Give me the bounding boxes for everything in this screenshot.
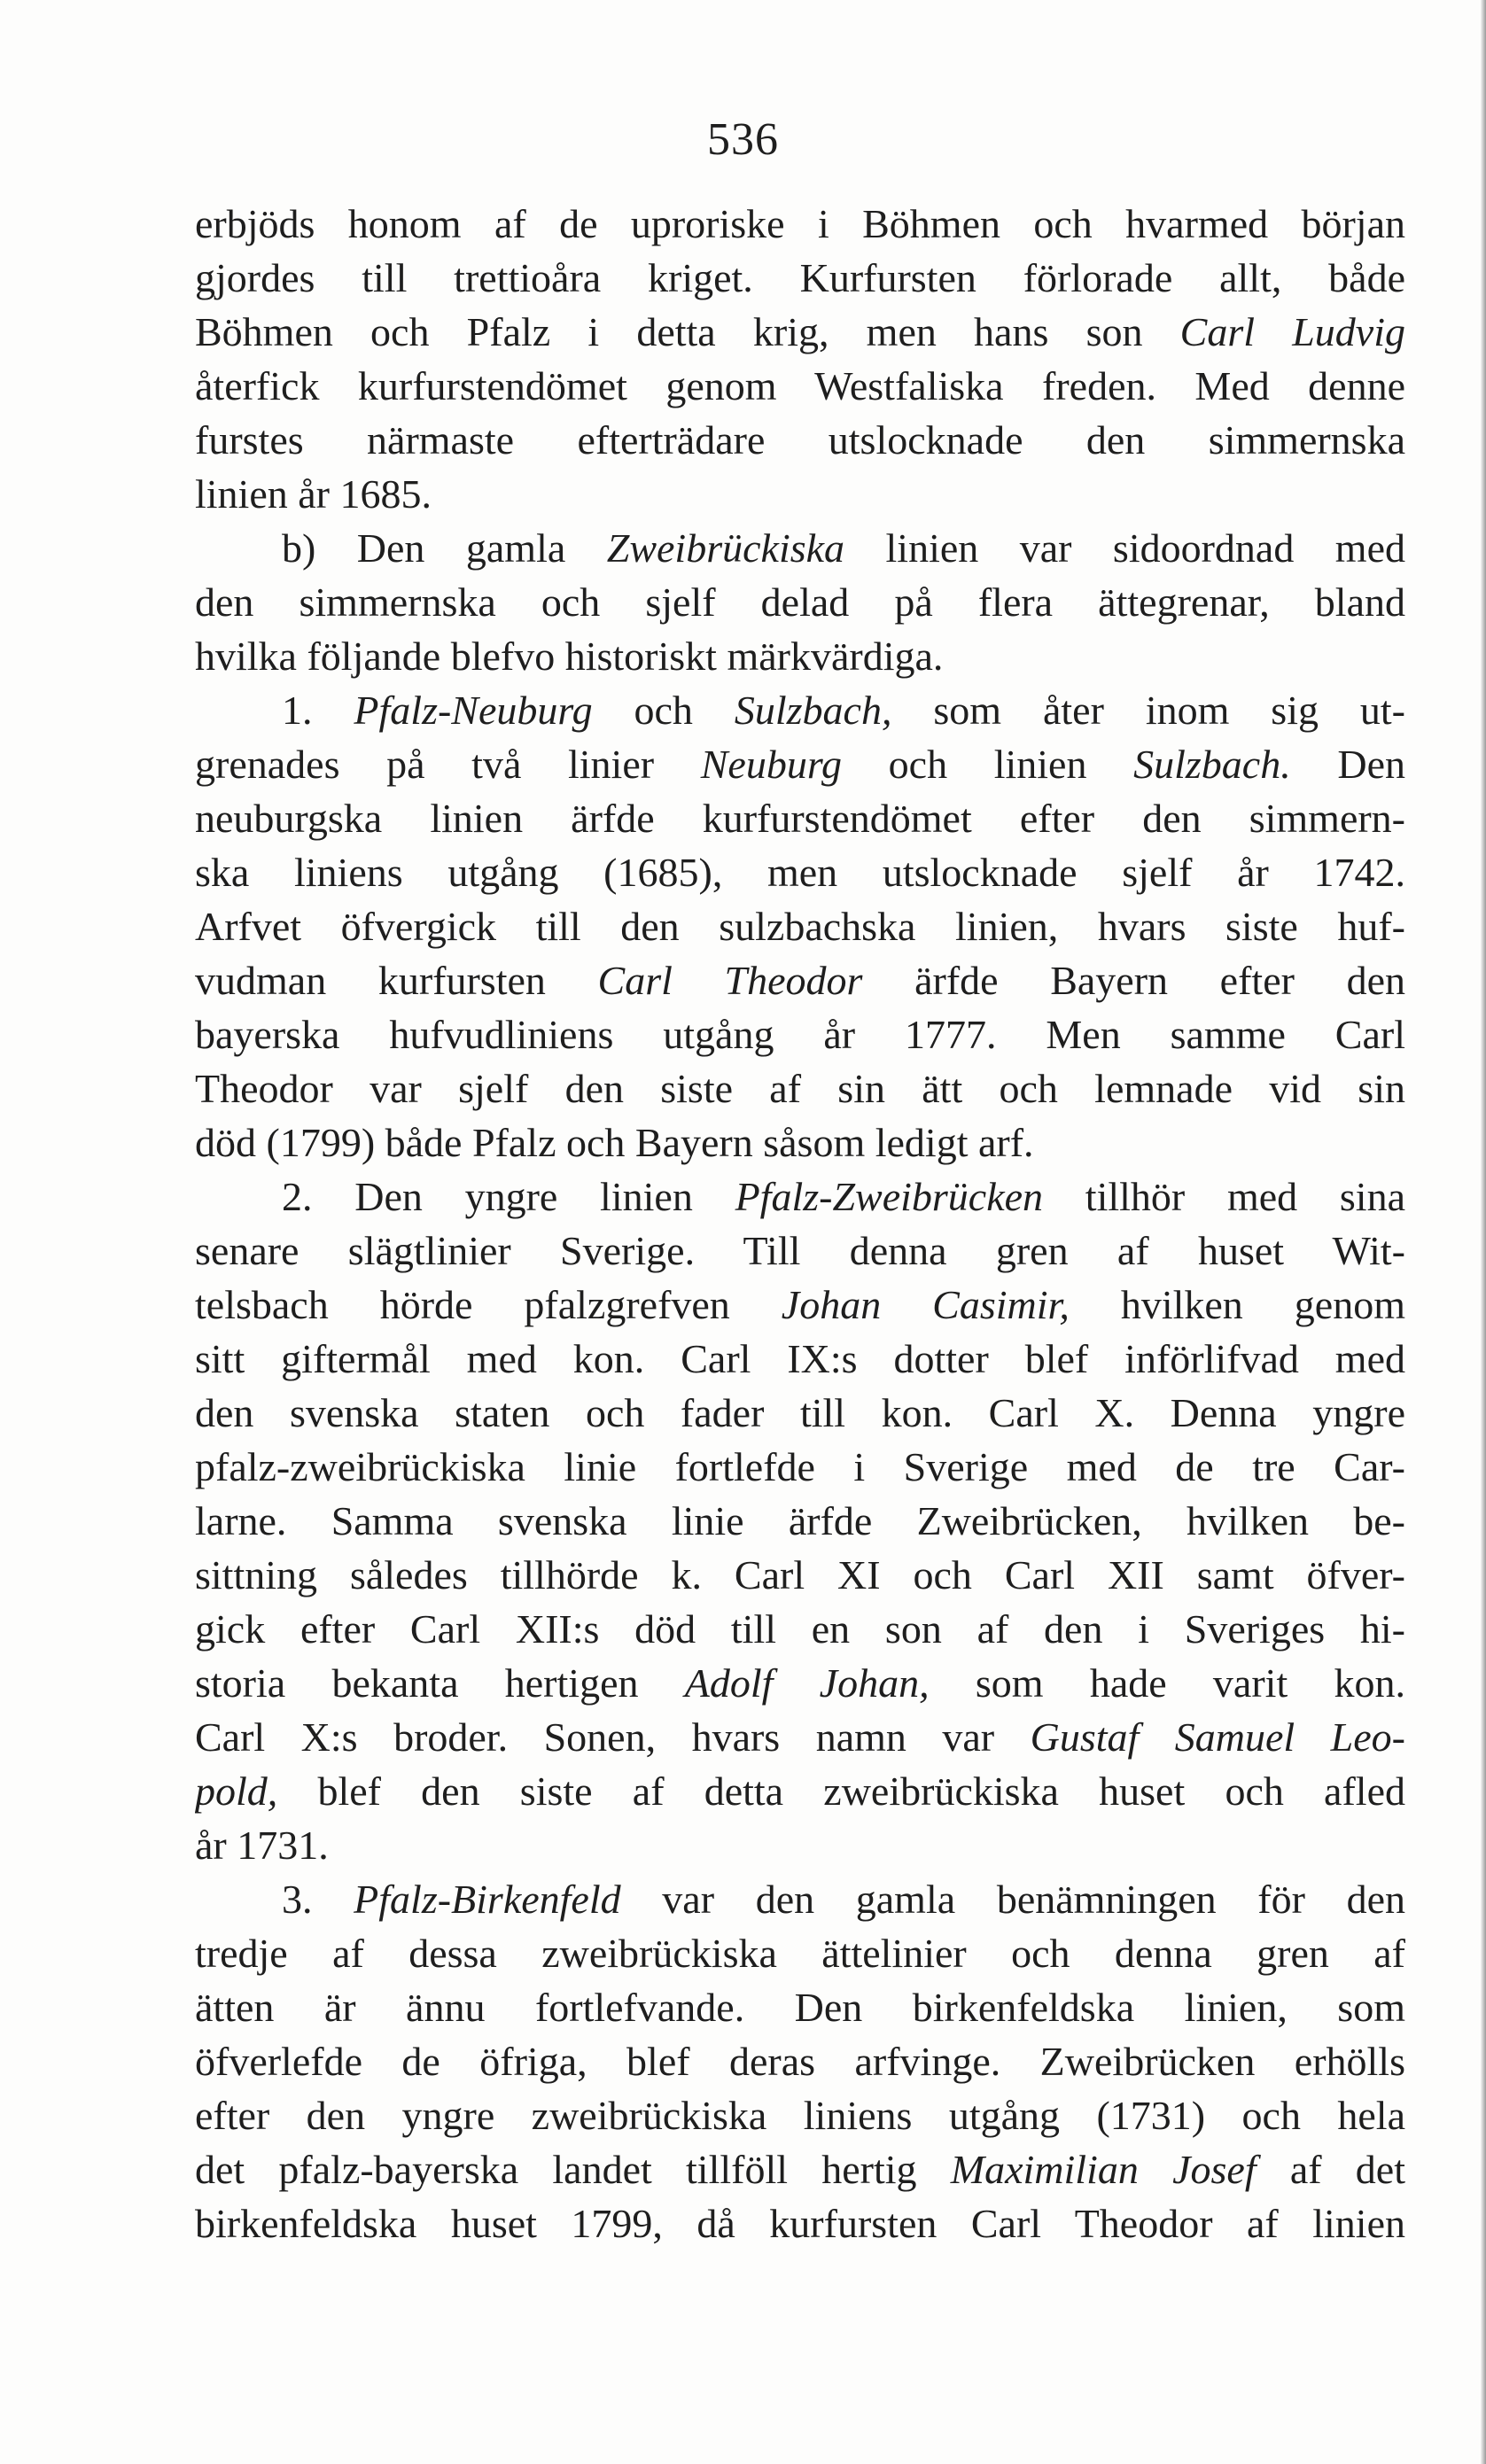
page-edge [1481,0,1486,2464]
text-run: var den gamla benämningen för den [620,1877,1405,1922]
text-line: bayerska hufvudliniens utgång år 1777. Men samme Carl [195,1012,1405,1057]
text-run: ärfde Bayern efter den [862,958,1405,1003]
text-line [195,305,1405,359]
italic-name: Sulzbach. [1133,742,1291,787]
italic-name: Carl Theodor [597,958,863,1003]
text-run: och linien [842,742,1134,787]
text-run: hvilken genom [1069,1282,1405,1327]
text-line [195,1278,1405,1332]
text-line [195,1764,1405,1818]
body-text [195,197,1405,2250]
text-line: ätten är ännu fortlefvande. Den birkenfeldska linien, som [195,1985,1405,2030]
italic-name: Pfalz-Birkenfeld [354,1877,621,1922]
text-line: år 1731. [195,1823,329,1868]
text-line [195,737,1405,791]
text-run: Carl X:s broder. Sonen, hvars namn var [195,1714,1031,1760]
text-line [195,1656,1405,1710]
text-line: sittning således tillhörde k. Carl XI och Carl XII samt öfver- [195,1552,1405,1597]
text-line: sitt giftermål med kon. Carl IX:s dotter blef införlifvad med [195,1336,1405,1381]
text-line: birkenfeldska huset 1799, då kurfursten Carl Theodor af linien [195,2201,1405,2246]
text-line [195,953,1405,1007]
text-run: som hade varit kon. [929,1660,1405,1706]
italic-name: Sulzbach, [734,688,892,733]
text-line: gjordes till trettioåra kriget. Kurfursten förlorade allt, både [195,255,1405,300]
text-run: och [592,688,735,733]
text-line: hvilka följande blefvo historiskt märkvärdiga. [195,633,944,679]
text-run: 2. Den yngre linien [282,1174,735,1219]
text-line [195,1710,1405,1764]
text-line [195,521,1405,575]
text-line: furstes närmaste efterträdare utslocknade den simmernska [195,417,1405,462]
text-line: senare slägtlinier Sverige. Till denna gren af huset Wit- [195,1228,1405,1273]
text-run: 3. [282,1877,354,1922]
text-line [195,1872,1405,1926]
text-line: återfick kurfurstendömet genom Westfaliska freden. Med denne [195,363,1405,408]
text-run: tillhör med sina [1043,1174,1405,1219]
text-line: Arfvet öfvergick till den sulzbachska linien, hvars siste huf- [195,904,1405,949]
italic-name: Adolf Johan, [684,1660,930,1706]
text-line: linien år 1685. [195,471,432,517]
text-line: Theodor var sjelf den siste af sin ätt och lemnade vid sin [195,1066,1405,1111]
text-run: linien var sidoordnad med [844,525,1405,571]
text-line: den simmernska och sjelf delad på flera ättegrenar, bland [195,579,1405,625]
text-line: larne. Samma svenska linie ärfde Zweibrücken, hvilken be- [195,1498,1405,1543]
italic-name: Pfalz-Zweibrücken [735,1174,1044,1219]
italic-name: Maximilian Josef [950,2147,1256,2192]
text-run: blef den siste af detta zweibrückiska huset och afled [277,1768,1405,1814]
text-run: Den [1290,742,1405,787]
text-line: erbjöds honom af de uproriske i Böhmen och hvarmed början [195,201,1405,246]
italic-name: Carl Ludvig [1179,309,1405,354]
text-line: neuburgska linien ärfde kurfurstendömet efter den simmern- [195,796,1405,841]
text-run: af det [1256,2147,1405,2192]
text-run: det pfalz-bayerska landet tillföll hertig [195,2147,951,2192]
italic-name: Neuburg [700,742,843,787]
text-run: b) Den gamla [282,525,607,571]
text-line: öfverlefde de öfriga, blef deras arfvinge. Zweibrücken erhölls [195,2039,1405,2084]
text-line: gick efter Carl XII:s död till en son af den i Sveriges hi- [195,1606,1405,1652]
text-run: som åter inom sig ut- [891,688,1405,733]
text-line: ska liniens utgång (1685), men utslocknade sjelf år 1742. [195,850,1405,895]
text-line [195,2142,1405,2196]
text-line: efter den yngre zweibrückiska liniens utgång (1731) och hela [195,2093,1405,2138]
text-line: tredje af dessa zweibrückiska ättelinier och denna gren af [195,1931,1405,1976]
text-line: död (1799) både Pfalz och Bayern såsom ledigt arf. [195,1120,1034,1165]
italic-name: Pfalz-Neuburg [354,688,593,733]
text-line: den svenska staten och fader till kon. Carl X. Denna yngre [195,1390,1405,1435]
text-run: vudman kurfursten [195,958,598,1003]
text-line [195,683,1405,737]
text-run: storia bekanta hertigen [195,1660,685,1706]
text-run: 1. [282,688,354,733]
text-run: Böhmen och Pfalz i detta krig, men hans son [195,309,1180,354]
text-run: grenades på två linier [195,742,701,787]
text-line: pfalz-zweibrückiska linie fortlefde i Sverige med de tre Car- [195,1444,1405,1489]
text-line [195,1170,1405,1224]
text-run: telsbach hörde pfalzgrefven [195,1282,782,1327]
italic-name: Johan Casimir, [781,1282,1070,1327]
italic-name: Gustaf Samuel Leo- [1030,1714,1405,1760]
italic-name: Zweibrückiska [606,525,845,571]
italic-name: pold, [195,1768,278,1814]
page-number: 536 [707,114,779,165]
